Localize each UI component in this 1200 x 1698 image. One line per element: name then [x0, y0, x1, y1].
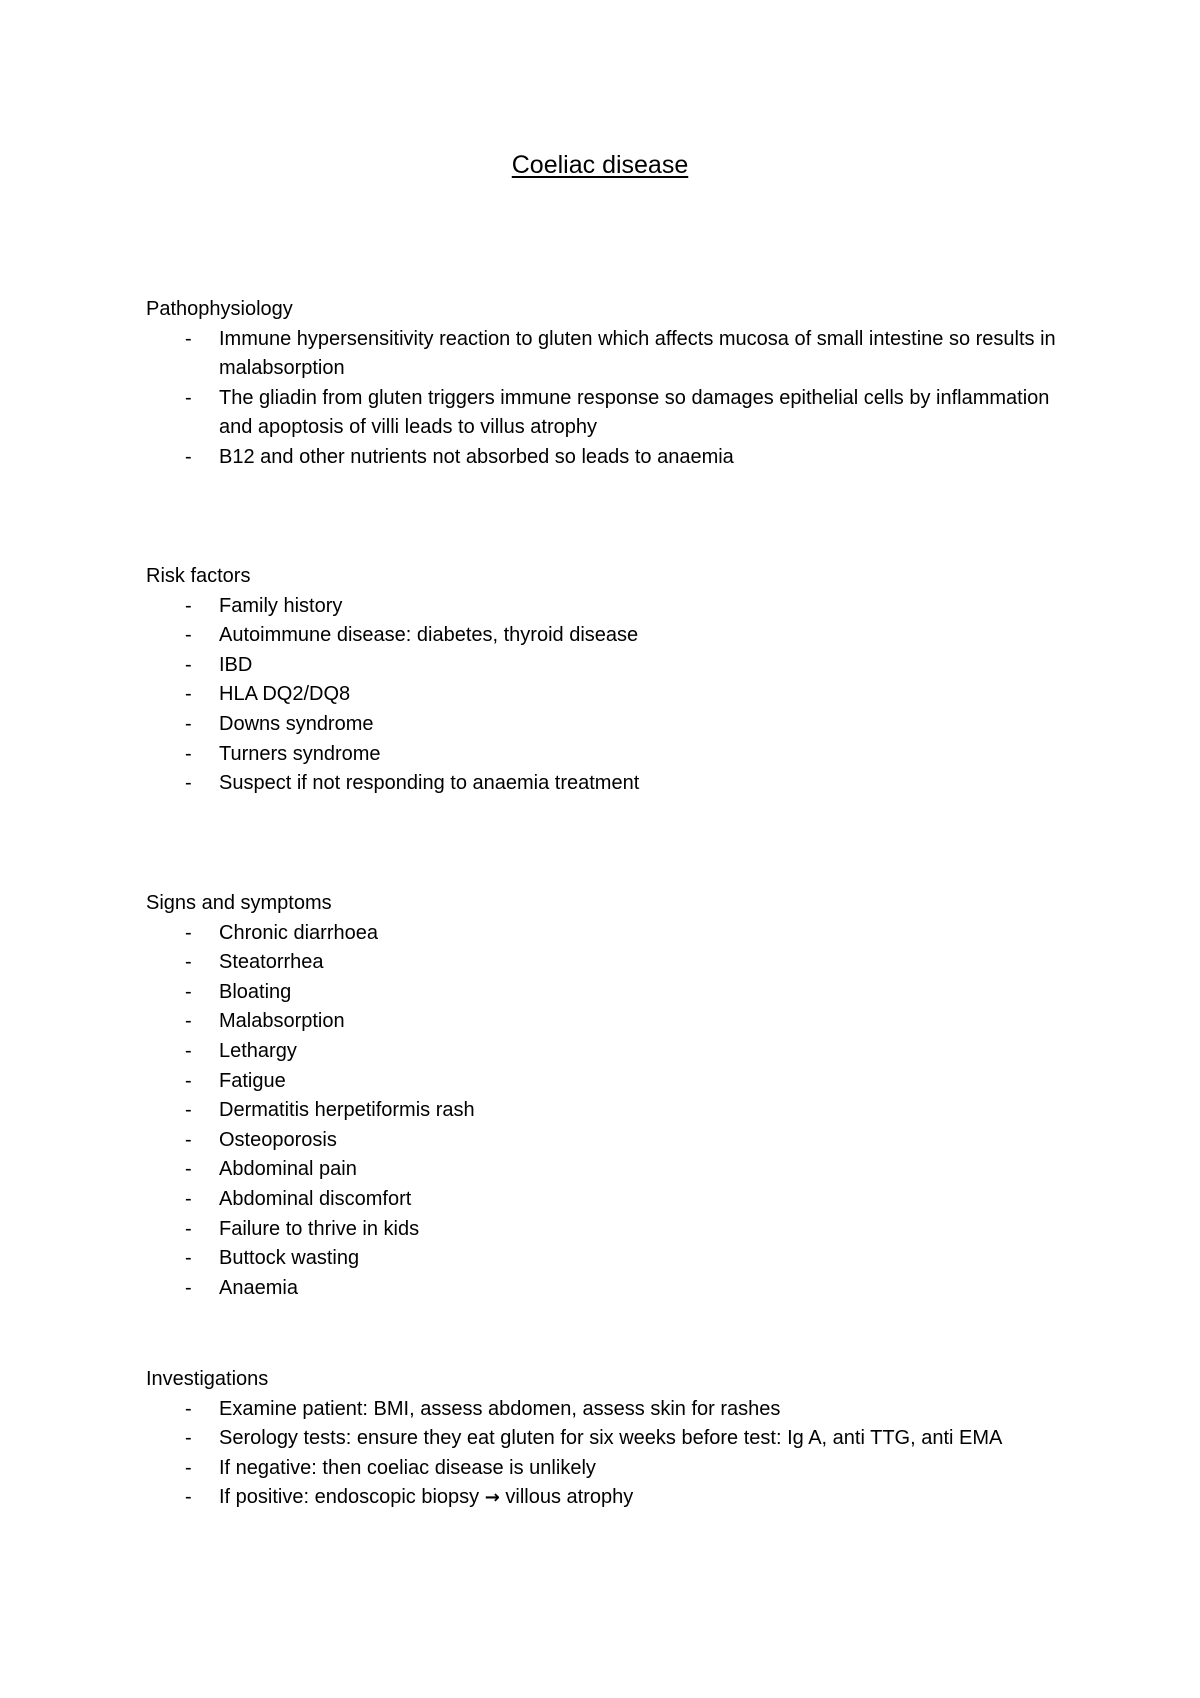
dash-bullet: -: [185, 742, 192, 765]
list-item-text: HLA DQ2/DQ8: [219, 683, 351, 706]
list-item: [146, 680, 1066, 710]
section-investigations: [146, 1365, 1066, 1513]
dash-bullet: -: [185, 327, 192, 350]
section-pathophysiology: [146, 295, 1066, 473]
list-item-text: Suspect if not responding to anaemia treatment: [219, 772, 640, 795]
list-item: [146, 1215, 1066, 1245]
section-heading: Investigations: [146, 1368, 269, 1390]
list-item: [146, 1395, 1066, 1425]
page-title-text: Coeliac disease: [511, 151, 689, 179]
dash-bullet: -: [185, 386, 192, 409]
list-item-text: Abdominal pain: [219, 1158, 357, 1181]
list-item-text: If negative: then coeliac disease is unlikely: [219, 1456, 596, 1479]
list-item-text: IBD: [219, 653, 253, 676]
bullet-list: [146, 325, 1066, 473]
dash-bullet: -: [185, 653, 192, 676]
dash-bullet: -: [185, 772, 192, 795]
section-heading: Signs and symptoms: [146, 892, 332, 914]
dash-bullet: -: [185, 683, 192, 706]
list-item-text: Lethargy: [219, 1039, 297, 1062]
dash-bullet: -: [185, 1069, 192, 1092]
list-item: [146, 1454, 1066, 1484]
list-item: [146, 740, 1066, 770]
list-item-text: Osteoporosis: [219, 1128, 337, 1151]
list-item-text-after-arrow: villous atrophy: [505, 1486, 634, 1509]
dash-bullet: -: [185, 1276, 192, 1299]
list-item: [146, 1424, 1066, 1454]
dash-bullet: -: [185, 624, 192, 647]
list-item-text: Anaemia: [219, 1276, 298, 1299]
list-item: [146, 919, 1066, 949]
list-item: [146, 1067, 1066, 1097]
list-item-text: Examine patient: BMI, assess abdomen, assess skin for rashes: [219, 1397, 781, 1420]
dash-bullet: -: [185, 921, 192, 944]
dash-bullet: -: [185, 1247, 192, 1270]
list-item: [146, 1155, 1066, 1185]
list-item: [146, 384, 1066, 443]
list-item-text: The gliadin from gluten triggers immune response so damages epithelial cells by inflammation and apoptosis of villi leads to villus atrophy: [219, 386, 1050, 439]
list-item-text: B12 and other nutrients not absorbed so leads to anaemia: [219, 445, 734, 468]
dash-bullet: -: [185, 594, 192, 617]
arrow-right-icon: →: [484, 1487, 500, 1509]
bullet-list: [146, 1395, 1066, 1513]
dash-bullet: -: [185, 1427, 192, 1450]
list-item-text: Failure to thrive in kids: [219, 1217, 420, 1240]
list-item-text: Bloating: [219, 980, 292, 1003]
section-heading: Risk factors: [146, 565, 251, 587]
dash-bullet: -: [185, 1187, 192, 1210]
section-heading: Pathophysiology: [146, 298, 293, 320]
list-item-text: Chronic diarrhoea: [219, 921, 378, 944]
dash-bullet: -: [185, 1397, 192, 1420]
list-item: [146, 1007, 1066, 1037]
dash-bullet: -: [185, 712, 192, 735]
page-title: [0, 150, 1200, 180]
list-item: [146, 443, 1066, 473]
list-item: [146, 325, 1066, 384]
list-item-text: Turners syndrome: [219, 742, 381, 765]
dash-bullet: -: [185, 1486, 192, 1509]
list-item-text: Abdominal discomfort: [219, 1187, 412, 1210]
dash-bullet: -: [185, 1217, 192, 1240]
list-item: [146, 1037, 1066, 1067]
list-item: [146, 948, 1066, 978]
section-risk-factors: [146, 562, 1066, 799]
list-item: [146, 1483, 1066, 1513]
dash-bullet: -: [185, 980, 192, 1003]
list-item: [146, 1185, 1066, 1215]
list-item-text: Downs syndrome: [219, 712, 374, 735]
list-item-text: Serology tests: ensure they eat gluten for six weeks before test: Ig A, anti TTG, anti EMA: [219, 1427, 1003, 1450]
list-item: [146, 651, 1066, 681]
list-item-text: Dermatitis herpetiformis rash: [219, 1099, 475, 1122]
list-item-text: Steatorrhea: [219, 951, 324, 974]
dash-bullet: -: [185, 1158, 192, 1181]
dash-bullet: -: [185, 1128, 192, 1151]
bullet-list: [146, 592, 1066, 799]
list-item-text: Autoimmune disease: diabetes, thyroid disease: [219, 624, 639, 647]
list-item: [146, 710, 1066, 740]
dash-bullet: -: [185, 951, 192, 974]
bullet-list: [146, 919, 1066, 1304]
list-item-text: Buttock wasting: [219, 1247, 360, 1270]
list-item: [146, 621, 1066, 651]
list-item: [146, 592, 1066, 622]
list-item-text: Fatigue: [219, 1069, 286, 1092]
list-item: [146, 978, 1066, 1008]
list-item: [146, 1244, 1066, 1274]
list-item: [146, 769, 1066, 799]
list-item-text-before-arrow: If positive: endoscopic biopsy: [219, 1486, 480, 1509]
dash-bullet: -: [185, 1039, 192, 1062]
dash-bullet: -: [185, 1456, 192, 1479]
dash-bullet: -: [185, 445, 192, 468]
list-item: [146, 1274, 1066, 1304]
list-item-text: Immune hypersensitivity reaction to gluten which affects mucosa of small intestine so results in malabsorption: [219, 327, 1056, 380]
list-item-text: Family history: [219, 594, 343, 617]
section-signs-and-symptoms: [146, 889, 1066, 1303]
list-item: [146, 1096, 1066, 1126]
list-item-text: Malabsorption: [219, 1010, 345, 1033]
dash-bullet: -: [185, 1010, 192, 1033]
dash-bullet: -: [185, 1099, 192, 1122]
list-item: [146, 1126, 1066, 1156]
